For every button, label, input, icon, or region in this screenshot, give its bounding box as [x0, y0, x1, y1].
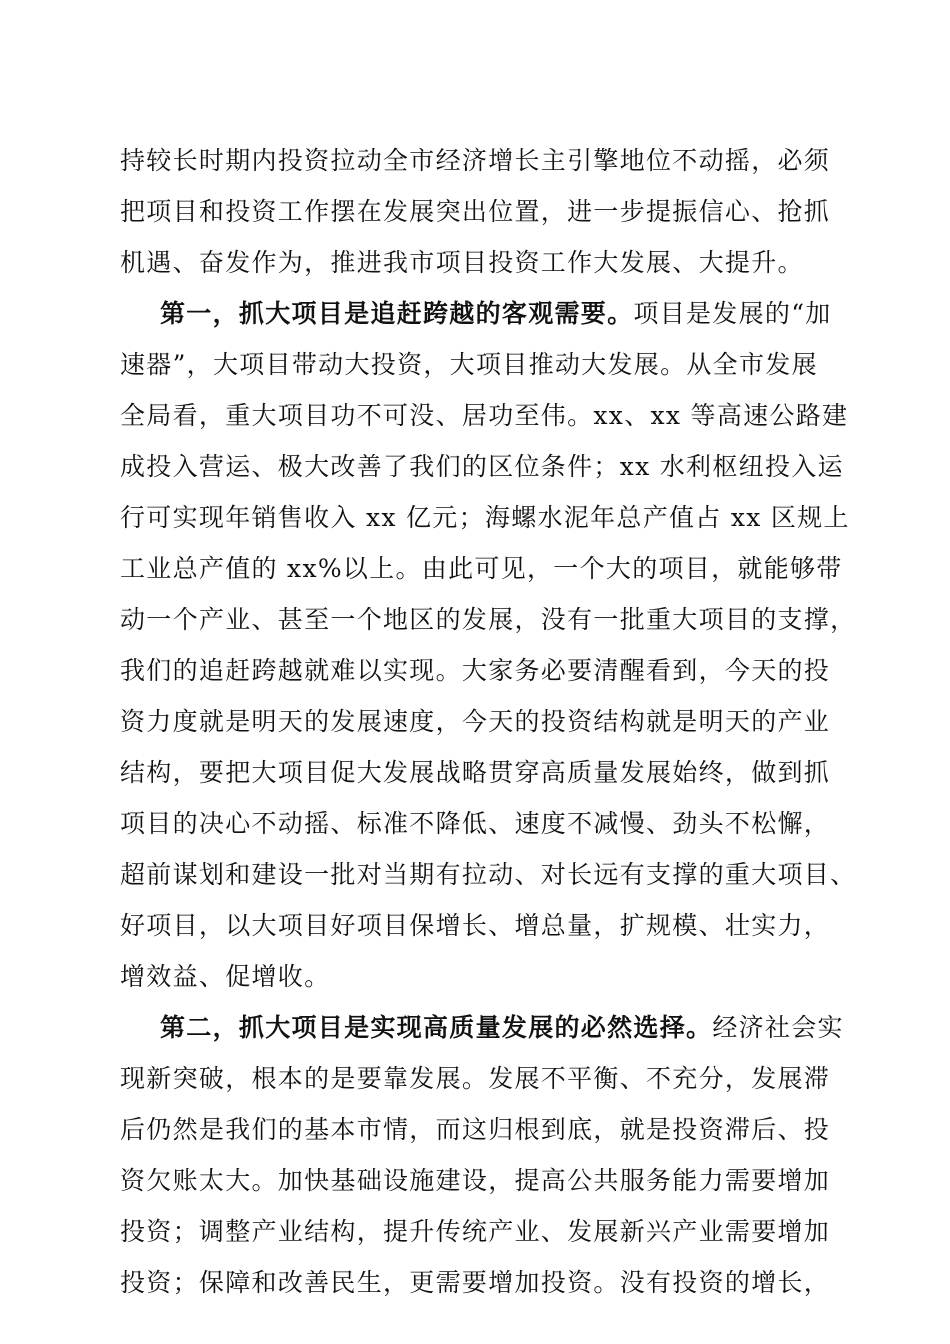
- section2-first-line-text: 经济社会实: [712, 1013, 844, 1042]
- paragraph-line: 把项目和投资工作摆在发展突出位置，进一步提振信心、抢抓: [120, 197, 831, 226]
- paragraph-line: 我们的追赶跨越就难以实现。大家务必要清醒看到，今天的投: [120, 656, 831, 685]
- paragraph-line: 好项目，以大项目好项目保增长、增总量，扩规模、壮实力，: [120, 911, 831, 940]
- paragraph-line: 全局看，重大项目功不可没、居功至伟。xx、xx 等高速公路建: [120, 401, 849, 430]
- section1-first-line: [160, 294, 840, 334]
- paragraph-line: 后仍然是我们的基本市情，而这归根到底，就是投资滞后、投: [120, 1115, 831, 1144]
- paragraph-line: 持较长时期内投资拉动全市经济增长主引擎地位不动摇，必须: [120, 146, 831, 175]
- paragraph-line: 工业总产值的 xx%以上。由此可见，一个大的项目，就能够带: [120, 554, 843, 583]
- paragraph-line: 超前谋划和建设一批对当期有拉动、对长远有支撑的重大项目、: [120, 860, 857, 889]
- paragraph-line: 资力度就是明天的发展速度，今天的投资结构就是明天的产业: [120, 707, 831, 736]
- paragraph-line: 速器”，大项目带动大投资，大项目推动大发展。从全市发展: [120, 350, 818, 379]
- section1-heading: 第一，抓大项目是追赶跨越的客观需要。: [160, 299, 634, 328]
- paragraph-line: 增效益、促增收。: [120, 962, 331, 991]
- paragraph-line: 现新突破，根本的是要靠发展。发展不平衡、不充分，发展滞: [120, 1064, 831, 1093]
- section2-heading: 第二，抓大项目是实现高质量发展的必然选择。: [160, 1013, 713, 1042]
- paragraph-line: 投资；保障和改善民生，更需要增加投资。没有投资的增长，: [120, 1268, 831, 1297]
- paragraph-line: 投资；调整产业结构，提升传统产业、发展新兴产业需要增加: [120, 1217, 831, 1246]
- paragraph-line: 项目的决心不动摇、标准不降低、速度不减慢、劲头不松懈，: [120, 809, 831, 838]
- section2-first-line: [160, 1008, 844, 1048]
- paragraph-line: 成投入营运、极大改善了我们的区位条件；xx 水利枢纽投入运: [120, 452, 844, 481]
- paragraph-line: 结构，要把大项目促大发展战略贯穿高质量发展始终，做到抓: [120, 758, 831, 787]
- paragraph-line: 动一个产业、甚至一个地区的发展，没有一批重大项目的支撑，: [120, 605, 857, 634]
- paragraph-line: 资欠账太大。加快基础设施建设，提高公共服务能力需要增加: [120, 1166, 831, 1195]
- section1-first-line-text: 项目是发展的“加: [633, 299, 832, 328]
- paragraph-line: 机遇、奋发作为，推进我市项目投资工作大发展、大提升。: [120, 248, 804, 277]
- paragraph-line: 行可实现年销售收入 xx 亿元；海螺水泥年总产值占 xx 区规上: [120, 503, 850, 532]
